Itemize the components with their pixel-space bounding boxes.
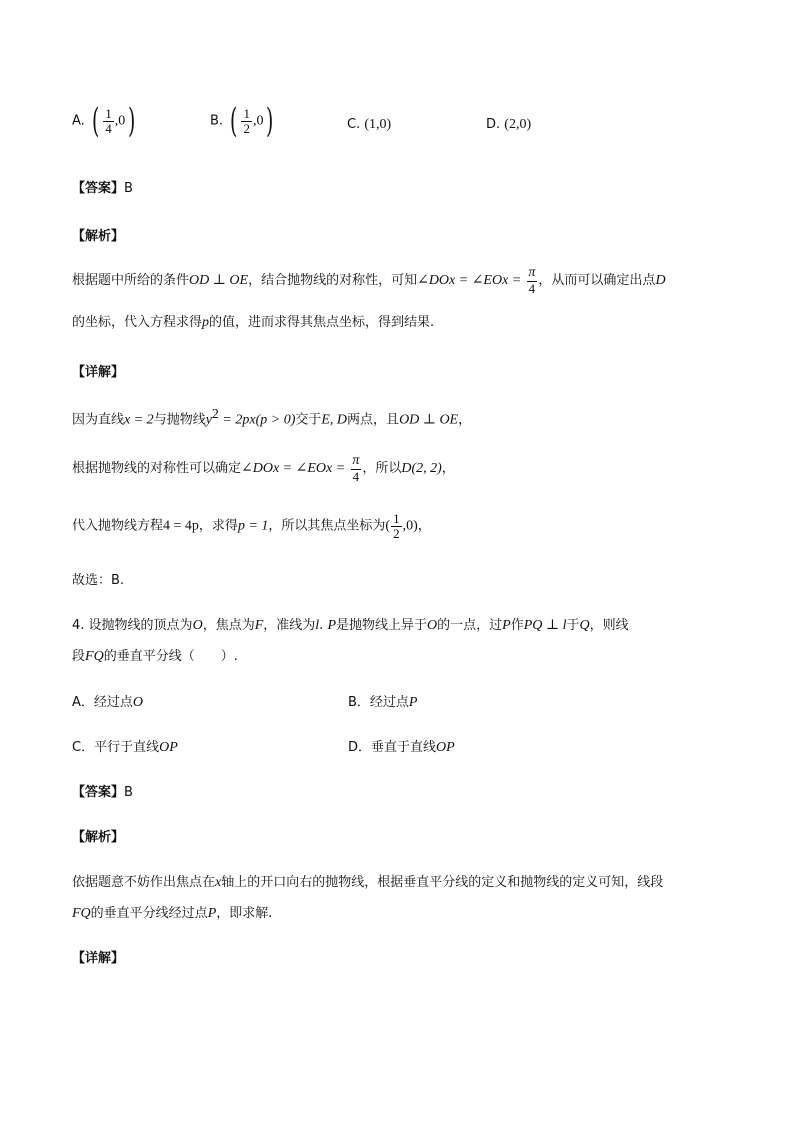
fraction bbox=[526, 266, 537, 295]
text: 的坐标，代入方程求得 bbox=[72, 315, 203, 330]
text: . bbox=[319, 618, 324, 633]
text: 的垂直平分线经过点 bbox=[90, 906, 208, 921]
math: D(2, 2) bbox=[401, 461, 442, 477]
text: 轴上的开口向右的抛物线，根据垂直平分线的定义和抛物线的定义可知，线段 bbox=[221, 875, 664, 890]
q3-analysis-line1 bbox=[72, 266, 666, 295]
q3-detail-conclusion: 故选：B. bbox=[72, 573, 125, 588]
text: 的值，进而求得其焦点坐标，得到结果. bbox=[209, 315, 435, 330]
text: 于 bbox=[566, 618, 580, 633]
q4-answer bbox=[72, 781, 133, 800]
option-label: C. bbox=[347, 117, 361, 132]
math: ∠DOx = ∠EOx = bbox=[417, 273, 522, 289]
option-text: A．经过点 bbox=[72, 695, 133, 710]
q3-detail-tag: 【详解】 bbox=[72, 365, 125, 380]
math: p bbox=[202, 315, 210, 330]
math: P bbox=[502, 618, 511, 633]
math: O bbox=[132, 695, 144, 710]
q3-option-a bbox=[72, 101, 138, 141]
text: ，焦点为 bbox=[202, 618, 255, 633]
text: 的一点，过 bbox=[437, 618, 503, 633]
text: ，所以 bbox=[362, 461, 402, 477]
fraction-numerator: 1 bbox=[105, 105, 112, 121]
q3-option-b bbox=[210, 101, 277, 141]
q4-analysis-line2 bbox=[72, 902, 272, 922]
q3-detail-line1 bbox=[72, 407, 471, 428]
math: OD ⊥ OE bbox=[399, 412, 459, 428]
math: x bbox=[215, 875, 222, 890]
option-text: B．经过点 bbox=[348, 695, 409, 710]
text: 是抛物线上异于 bbox=[336, 618, 428, 633]
text: 交于 bbox=[295, 412, 322, 428]
math: p = 1 bbox=[237, 518, 269, 534]
left-paren: ( bbox=[230, 101, 238, 141]
q3-analysis-tag: 【解析】 bbox=[72, 229, 125, 244]
math: OD ⊥ OE bbox=[189, 273, 249, 289]
text: 两点，且 bbox=[347, 412, 400, 428]
fraction-numerator: 1 bbox=[243, 105, 250, 121]
math: P bbox=[327, 618, 337, 633]
math: E, D bbox=[321, 412, 348, 428]
math: = 2px(p > 0) bbox=[218, 412, 296, 428]
right-paren: ) bbox=[266, 101, 274, 141]
fraction-numerator: 1 bbox=[393, 511, 400, 526]
text: 与抛物线 bbox=[153, 412, 206, 428]
option-tail: ,0 bbox=[114, 113, 126, 129]
fraction-denominator: 4 bbox=[105, 120, 112, 136]
option-value: (2,0) bbox=[504, 117, 532, 132]
fraction bbox=[103, 107, 114, 135]
text: ，从而可以确定出点 bbox=[538, 273, 656, 289]
text: 的垂直平分线（ ）. bbox=[103, 649, 238, 664]
math: x = 2 bbox=[124, 412, 154, 428]
text: 根据抛物线的对称性可以确定 bbox=[72, 461, 242, 477]
math: OP bbox=[159, 740, 178, 755]
fraction-denominator: 4 bbox=[352, 468, 360, 484]
math: OP bbox=[436, 740, 455, 755]
question-number: 4. bbox=[72, 618, 85, 633]
math: PQ ⊥ l bbox=[523, 618, 567, 633]
math: D bbox=[655, 273, 666, 289]
math: Q bbox=[579, 618, 590, 633]
math: l bbox=[315, 618, 320, 633]
text: ，求得 bbox=[198, 518, 238, 534]
q3-detail-line3 bbox=[72, 512, 431, 540]
text: ，结合抛物线的对称性，可知 bbox=[248, 273, 418, 289]
math: FQ bbox=[85, 649, 104, 664]
text: 作 bbox=[510, 618, 524, 633]
answer-tag: 【答案】 bbox=[72, 785, 125, 800]
text: ， bbox=[441, 461, 455, 477]
option-label: B. bbox=[210, 113, 224, 129]
fraction-numerator: π bbox=[528, 265, 536, 280]
q3-detail-line2 bbox=[72, 454, 455, 483]
text: 根据题中所给的条件 bbox=[72, 273, 190, 289]
math: y bbox=[205, 412, 212, 428]
q4-option-a bbox=[72, 691, 143, 711]
superscript: 2 bbox=[211, 407, 219, 422]
q4-analysis-tag: 【解析】 bbox=[72, 830, 125, 845]
fraction-numerator: π bbox=[352, 453, 360, 468]
math: 4 = 4p bbox=[163, 518, 199, 534]
answer-value: B bbox=[124, 785, 133, 800]
text: 设抛物线的顶点为 bbox=[88, 618, 193, 633]
text: ， bbox=[458, 412, 472, 428]
q3-option-c bbox=[347, 117, 391, 133]
q4-option-b bbox=[348, 691, 417, 711]
option-value: (1,0) bbox=[364, 117, 392, 132]
math: O bbox=[427, 618, 438, 633]
text: 依据题意不妨作出焦点在 bbox=[72, 875, 216, 890]
fraction bbox=[391, 512, 402, 540]
text: ， bbox=[417, 518, 431, 534]
fraction-denominator: 4 bbox=[528, 280, 536, 296]
text: ，则线 bbox=[589, 618, 629, 633]
right-paren: ) bbox=[128, 101, 136, 141]
q4-detail-tag: 【详解】 bbox=[72, 951, 125, 966]
fraction-denominator: 2 bbox=[243, 120, 250, 136]
text: ，即求解. bbox=[216, 906, 273, 921]
math: ( bbox=[385, 518, 391, 534]
option-label: A. bbox=[72, 113, 85, 129]
q4-stem-line1 bbox=[72, 614, 629, 634]
answer-value: B bbox=[124, 181, 133, 196]
math: FQ bbox=[72, 906, 91, 921]
text: 代入抛物线方程 bbox=[72, 518, 164, 534]
left-paren: ( bbox=[91, 101, 100, 141]
math: O bbox=[192, 618, 203, 633]
q4-option-d bbox=[348, 736, 455, 756]
text: 因为直线 bbox=[72, 412, 125, 428]
q4-option-c bbox=[72, 736, 178, 756]
option-label: D. bbox=[486, 117, 501, 132]
text: ，准线为 bbox=[263, 618, 316, 633]
text: ，所以其焦点坐标为 bbox=[268, 518, 386, 534]
option-tail: ,0 bbox=[252, 113, 264, 129]
text: 段 bbox=[72, 649, 86, 664]
q3-analysis-line2 bbox=[72, 311, 434, 331]
q4-stem-line2 bbox=[72, 645, 238, 665]
q3-answer bbox=[72, 177, 133, 196]
math: ∠DOx = ∠EOx = bbox=[241, 461, 346, 477]
q4-analysis-line1 bbox=[72, 871, 663, 891]
fraction-denominator: 2 bbox=[393, 525, 400, 541]
math: P bbox=[408, 695, 418, 710]
answer-tag: 【答案】 bbox=[72, 181, 125, 196]
option-text: C．平行于直线 bbox=[72, 740, 160, 755]
option-text: D．垂直于直线 bbox=[348, 740, 437, 755]
math: ,0) bbox=[402, 518, 418, 534]
q3-option-d bbox=[486, 117, 531, 133]
fraction bbox=[241, 107, 252, 135]
math: P bbox=[207, 906, 217, 921]
math: F bbox=[254, 618, 264, 633]
fraction bbox=[350, 454, 361, 483]
